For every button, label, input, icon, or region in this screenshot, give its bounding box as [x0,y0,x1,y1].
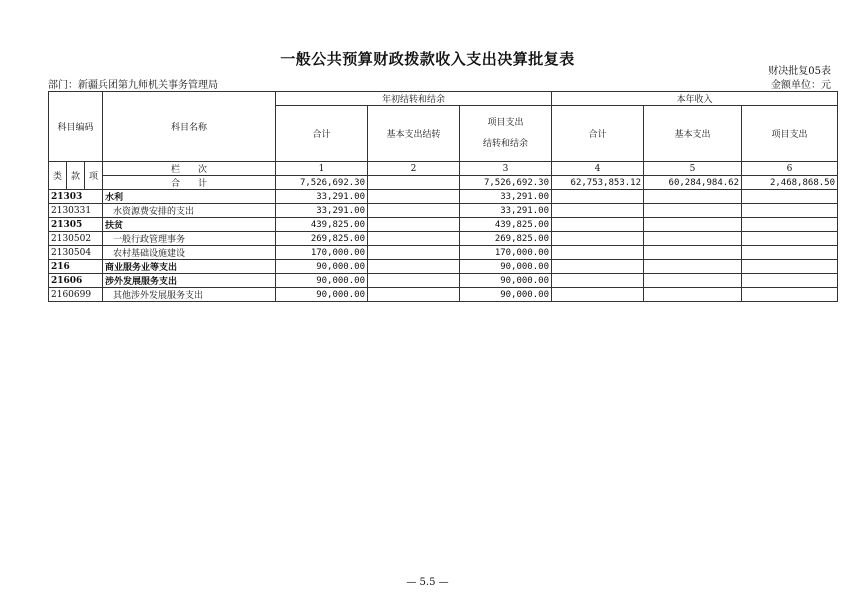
header-project-carryover [460,106,552,162]
table-row [49,232,838,246]
table-row [49,260,838,274]
amount-cell [644,260,742,274]
total-cell: 60,284,984.62 [644,176,742,190]
header-kuan: 款 [67,162,85,190]
amount-cell [552,204,644,218]
amount-cell [742,246,838,260]
total-cell: 62,753,853.12 [552,176,644,190]
header-project-expense: 项目支出 [742,106,838,162]
table-row [49,190,838,204]
amount-cell: 170,000.00 [276,246,368,260]
amount-cell: 269,825.00 [460,232,552,246]
amount-cell [368,246,460,260]
amount-cell [742,260,838,274]
amount-cell [368,288,460,302]
amount-cell: 90,000.00 [276,274,368,288]
amount-cell: 33,291.00 [460,204,552,218]
column-number-label: 栏 次 [103,162,276,176]
header-row-1 [49,92,838,106]
amount-cell [644,204,742,218]
table-row [49,288,838,302]
table-row [49,204,838,218]
amount-cell [742,204,838,218]
amount-cell [742,218,838,232]
amount-cell: 170,000.00 [460,246,552,260]
amount-cell: 90,000.00 [460,288,552,302]
total-cell: 7,526,692.30 [276,176,368,190]
amount-cell [742,274,838,288]
column-number: 6 [742,162,838,176]
budget-table [48,91,838,302]
amount-cell [368,204,460,218]
column-number: 1 [276,162,368,176]
total-cell: 7,526,692.30 [460,176,552,190]
amount-cell [742,232,838,246]
header-lei: 类 [49,162,67,190]
amount-cell [368,218,460,232]
subject-code-cell: 21303 [49,190,103,204]
header-group-current: 本年收入 [552,92,838,106]
table-row [49,274,838,288]
amount-cell [368,260,460,274]
subject-code-cell: 2130504 [49,246,103,260]
total-cell [368,176,460,190]
header-total: 合计 [276,106,368,162]
subject-code-cell: 2130331 [49,204,103,218]
subject-name-cell: 扶贫 [103,218,276,232]
subject-name-cell: 一般行政管理事务 [103,232,276,246]
header-subject-code: 科目编码 [49,92,103,162]
amount-cell: 90,000.00 [276,260,368,274]
total-label: 合 计 [103,176,276,190]
total-row [49,176,838,190]
subject-code-cell: 2130502 [49,232,103,246]
subject-name-cell: 农村基础设施建设 [103,246,276,260]
amount-cell: 90,000.00 [460,274,552,288]
header-basic-carryover: 基本支出结转 [368,106,460,162]
department-label: 部门：新疆兵团第九师机关事务管理局 [48,80,218,91]
total-cell: 2,468,868.50 [742,176,838,190]
table-row [49,246,838,260]
subject-name-cell: 水资源费安排的支出 [103,204,276,218]
amount-cell: 33,291.00 [276,190,368,204]
header-basic-expense: 基本支出 [644,106,742,162]
amount-cell [742,190,838,204]
page-title: 一般公共预算财政拨款收入支出决算批复表 [280,50,575,68]
form-code: 财决批复05表 [768,66,831,77]
subject-name-cell: 水利 [103,190,276,204]
amount-cell [552,288,644,302]
header-project-carryover-line1: 项目支出 [487,117,524,128]
amount-cell [552,260,644,274]
amount-cell: 269,825.00 [276,232,368,246]
header-total2: 合计 [552,106,644,162]
amount-cell [644,190,742,204]
amount-cell [368,274,460,288]
header-project-carryover-line2: 结转和结余 [482,138,528,149]
amount-unit-label: 金额单位：元 [771,80,831,91]
column-number: 5 [644,162,742,176]
table-row [49,218,838,232]
amount-cell [644,232,742,246]
amount-cell [552,190,644,204]
header-group-opening: 年初结转和结余 [276,92,552,106]
amount-cell [644,218,742,232]
column-number-row [49,162,838,176]
header-xiang: 项 [85,162,103,190]
amount-cell [552,274,644,288]
subject-name-cell: 其他涉外发展服务支出 [103,288,276,302]
amount-cell: 439,825.00 [460,218,552,232]
amount-cell [644,288,742,302]
amount-cell: 90,000.00 [276,288,368,302]
amount-cell: 439,825.00 [276,218,368,232]
amount-cell [552,246,644,260]
amount-cell: 90,000.00 [460,260,552,274]
amount-cell: 33,291.00 [276,204,368,218]
amount-cell [552,218,644,232]
subject-code-cell: 21606 [49,274,103,288]
data-rows [49,190,838,302]
subject-code-cell: 21305 [49,218,103,232]
subject-name-cell: 商业服务业等支出 [103,260,276,274]
header-subject-name: 科目名称 [103,92,276,162]
amount-cell [644,274,742,288]
page-number: — 5.5 — [406,577,449,588]
amount-cell [368,190,460,204]
subject-name-cell: 涉外发展服务支出 [103,274,276,288]
column-number: 2 [368,162,460,176]
amount-cell [742,288,838,302]
amount-cell [552,232,644,246]
amount-cell: 33,291.00 [460,190,552,204]
column-number: 4 [552,162,644,176]
amount-cell [644,246,742,260]
amount-cell [368,232,460,246]
subject-code-cell: 2160699 [49,288,103,302]
column-number: 3 [460,162,552,176]
subject-code-cell: 216 [49,260,103,274]
